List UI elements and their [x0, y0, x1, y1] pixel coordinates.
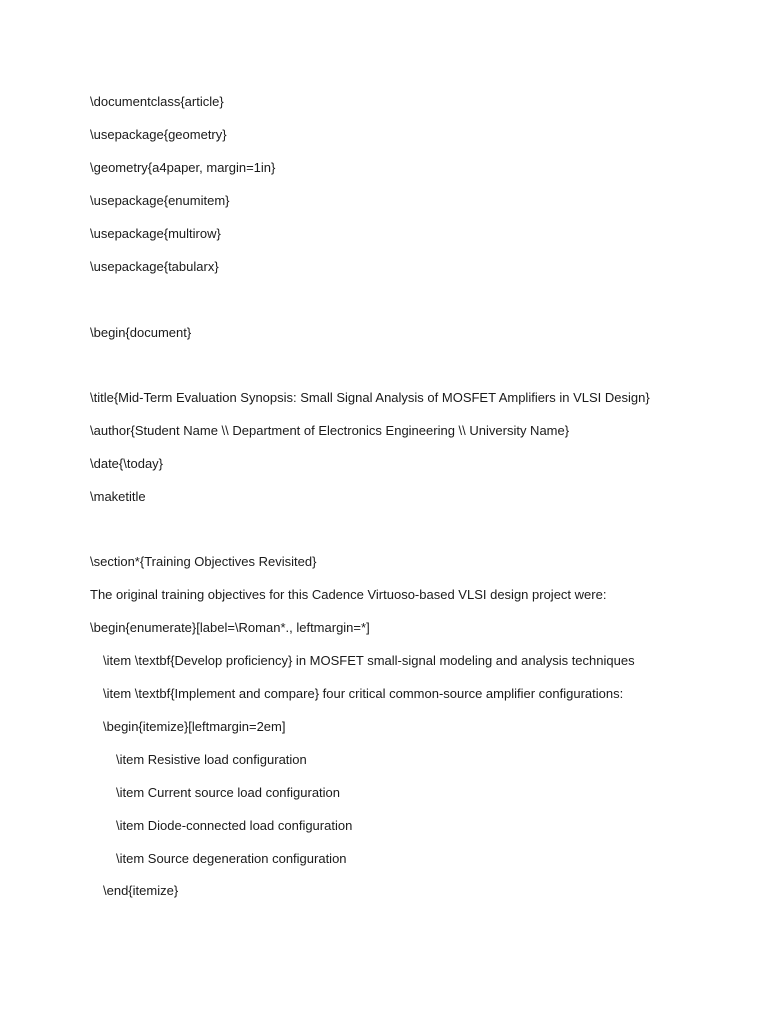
text-line: \item Resistive load configuration	[116, 752, 307, 767]
text-line: The original training objectives for this Cadence Virtuoso-based VLSI design project were:	[90, 587, 607, 602]
text-line: \section*{Training Objectives Revisited}	[90, 554, 317, 569]
text-line: \usepackage{geometry}	[90, 127, 227, 142]
text-line: \end{itemize}	[103, 883, 179, 898]
text-line: \begin{enumerate}[label=\Roman*., leftmargin=*]	[90, 620, 370, 635]
text-line: \usepackage{multirow}	[90, 226, 221, 241]
text-line: \date{\today}	[90, 456, 164, 471]
text-line: \usepackage{enumitem}	[90, 193, 230, 208]
text-line: \documentclass{article}	[90, 94, 224, 109]
text-line: \usepackage{tabularx}	[90, 259, 219, 274]
text-line: \begin{itemize}[leftmargin=2em]	[103, 719, 286, 734]
text-line: \begin{document}	[90, 325, 192, 340]
text-line: \item Diode-connected load configuration	[116, 818, 353, 833]
text-line: \item \textbf{Implement and compare} four critical common-source amplifier configurations:	[103, 686, 624, 701]
text-line: \author{Student Name \\ Department of Electronics Engineering \\ University Name}	[90, 423, 570, 438]
text-line: \title{Mid-Term Evaluation Synopsis: Small Signal Analysis of MOSFET Amplifiers in VLSI Design}	[90, 390, 650, 405]
text-line: \item \textbf{Develop proficiency} in MOSFET small-signal modeling and analysis techniques	[103, 653, 635, 668]
text-line: \maketitle	[90, 489, 146, 504]
text-line: \item Source degeneration configuration	[116, 851, 347, 866]
text-line: \geometry{a4paper, margin=1in}	[90, 160, 276, 175]
text-line: \item Current source load configuration	[116, 785, 341, 800]
